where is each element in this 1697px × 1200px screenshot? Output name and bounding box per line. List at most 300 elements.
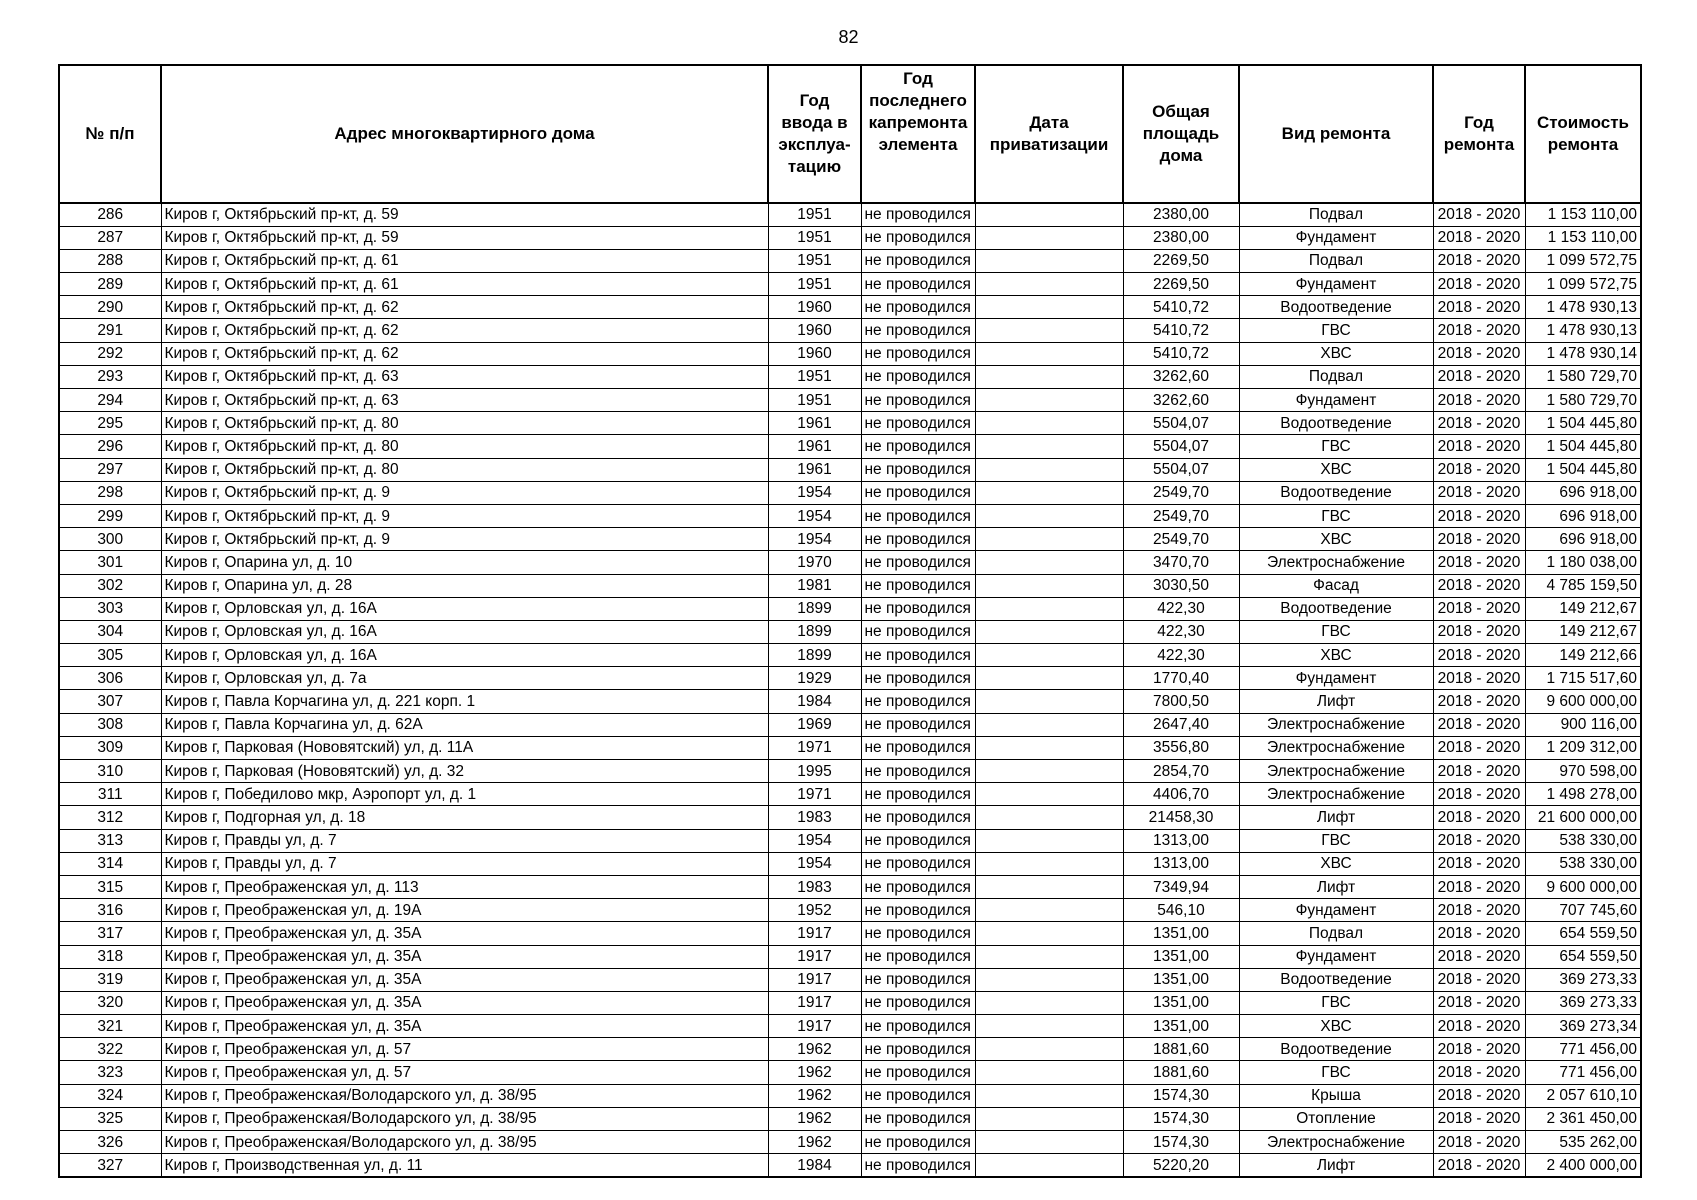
- header-repair-type: Вид ремонта: [1239, 65, 1433, 203]
- cell-cost: 1 180 038,00: [1525, 551, 1641, 574]
- cell-repair-year: 2018 - 2020: [1433, 203, 1525, 226]
- cell-repair-type: ГВС: [1239, 991, 1433, 1014]
- cell-area: 2269,50: [1123, 249, 1239, 272]
- cell-last-repair: не проводился: [861, 1154, 975, 1177]
- cell-last-repair: не проводился: [861, 1084, 975, 1107]
- cell-repair-type: Фундамент: [1239, 667, 1433, 690]
- cell-num: 312: [59, 806, 161, 829]
- cell-repair-year: 2018 - 2020: [1433, 458, 1525, 481]
- cell-area: 422,30: [1123, 644, 1239, 667]
- cell-cost: 654 559,50: [1525, 945, 1641, 968]
- cell-repair-year: 2018 - 2020: [1433, 1015, 1525, 1038]
- cell-privatization: [975, 1061, 1123, 1084]
- cell-address: Киров г, Преображенская/Володарского ул, д. 38/95: [161, 1131, 768, 1154]
- cell-privatization: [975, 551, 1123, 574]
- table-row: [59, 1015, 1641, 1038]
- table-row: [59, 226, 1641, 249]
- cell-privatization: [975, 1084, 1123, 1107]
- cell-area: 2549,70: [1123, 481, 1239, 504]
- cell-repair-year: 2018 - 2020: [1433, 528, 1525, 551]
- cell-area: 1881,60: [1123, 1061, 1239, 1084]
- cell-year-built: 1954: [768, 852, 861, 875]
- cell-privatization: [975, 713, 1123, 736]
- table-row: [59, 296, 1641, 319]
- cell-privatization: [975, 875, 1123, 898]
- cell-last-repair: не проводился: [861, 528, 975, 551]
- cell-repair-type: Водоотведение: [1239, 1038, 1433, 1061]
- table-row: [59, 528, 1641, 551]
- cell-area: 2647,40: [1123, 713, 1239, 736]
- cell-cost: 9 600 000,00: [1525, 690, 1641, 713]
- cell-privatization: [975, 319, 1123, 342]
- header-year-built: Год ввода в эксплуа-тацию: [768, 65, 861, 203]
- cell-privatization: [975, 968, 1123, 991]
- cell-num: 313: [59, 829, 161, 852]
- cell-privatization: [975, 1131, 1123, 1154]
- cell-year-built: 1917: [768, 1015, 861, 1038]
- cell-area: 2269,50: [1123, 273, 1239, 296]
- table-header: [59, 65, 1641, 203]
- cell-address: Киров г, Преображенская ул, д. 35А: [161, 922, 768, 945]
- table-row: [59, 852, 1641, 875]
- cell-repair-type: Подвал: [1239, 365, 1433, 388]
- cell-year-built: 1983: [768, 806, 861, 829]
- cell-num: 298: [59, 481, 161, 504]
- cell-repair-type: ХВС: [1239, 528, 1433, 551]
- cell-address: Киров г, Преображенская/Володарского ул, д. 38/95: [161, 1084, 768, 1107]
- cell-privatization: [975, 783, 1123, 806]
- cell-num: 297: [59, 458, 161, 481]
- cell-cost: 900 116,00: [1525, 713, 1641, 736]
- table-row: [59, 760, 1641, 783]
- cell-last-repair: не проводился: [861, 1038, 975, 1061]
- cell-cost: 1 478 930,13: [1525, 319, 1641, 342]
- cell-repair-year: 2018 - 2020: [1433, 945, 1525, 968]
- cell-address: Киров г, Октябрьский пр-кт, д. 63: [161, 389, 768, 412]
- cell-address: Киров г, Преображенская ул, д. 57: [161, 1061, 768, 1084]
- cell-cost: 1 153 110,00: [1525, 203, 1641, 226]
- cell-privatization: [975, 922, 1123, 945]
- cell-area: 3030,50: [1123, 574, 1239, 597]
- header-last-repair: Год последнего капремонта элемента: [861, 65, 975, 203]
- cell-repair-year: 2018 - 2020: [1433, 760, 1525, 783]
- repair-registry-table: [58, 64, 1642, 1178]
- cell-repair-year: 2018 - 2020: [1433, 829, 1525, 852]
- table-row: [59, 644, 1641, 667]
- cell-privatization: [975, 504, 1123, 527]
- cell-last-repair: не проводился: [861, 899, 975, 922]
- cell-num: 286: [59, 203, 161, 226]
- cell-year-built: 1984: [768, 690, 861, 713]
- cell-repair-type: Фундамент: [1239, 389, 1433, 412]
- cell-repair-type: Фундамент: [1239, 945, 1433, 968]
- cell-address: Киров г, Преображенская ул, д. 35А: [161, 991, 768, 1014]
- cell-num: 288: [59, 249, 161, 272]
- cell-area: 21458,30: [1123, 806, 1239, 829]
- cell-cost: 707 745,60: [1525, 899, 1641, 922]
- cell-repair-type: ГВС: [1239, 504, 1433, 527]
- cell-year-built: 1962: [768, 1038, 861, 1061]
- table-row: [59, 829, 1641, 852]
- cell-repair-type: Электроснабжение: [1239, 551, 1433, 574]
- cell-num: 306: [59, 667, 161, 690]
- cell-repair-year: 2018 - 2020: [1433, 1131, 1525, 1154]
- cell-year-built: 1899: [768, 597, 861, 620]
- cell-repair-type: Подвал: [1239, 203, 1433, 226]
- cell-year-built: 1960: [768, 319, 861, 342]
- cell-cost: 2 361 450,00: [1525, 1107, 1641, 1130]
- cell-area: 5410,72: [1123, 342, 1239, 365]
- cell-repair-year: 2018 - 2020: [1433, 1107, 1525, 1130]
- cell-num: 305: [59, 644, 161, 667]
- cell-address: Киров г, Правды ул, д. 7: [161, 852, 768, 875]
- cell-cost: 369 273,33: [1525, 991, 1641, 1014]
- cell-address: Киров г, Орловская ул, д. 16А: [161, 597, 768, 620]
- cell-year-built: 1917: [768, 922, 861, 945]
- cell-last-repair: не проводился: [861, 365, 975, 388]
- cell-address: Киров г, Опарина ул, д. 10: [161, 551, 768, 574]
- cell-area: 1574,30: [1123, 1131, 1239, 1154]
- cell-num: 304: [59, 620, 161, 643]
- cell-area: 2380,00: [1123, 226, 1239, 249]
- cell-last-repair: не проводился: [861, 690, 975, 713]
- cell-cost: 149 212,67: [1525, 620, 1641, 643]
- cell-year-built: 1961: [768, 458, 861, 481]
- cell-year-built: 1951: [768, 203, 861, 226]
- cell-repair-year: 2018 - 2020: [1433, 273, 1525, 296]
- cell-num: 315: [59, 875, 161, 898]
- cell-area: 7349,94: [1123, 875, 1239, 898]
- cell-area: 1881,60: [1123, 1038, 1239, 1061]
- cell-privatization: [975, 226, 1123, 249]
- cell-privatization: [975, 528, 1123, 551]
- cell-year-built: 1960: [768, 296, 861, 319]
- cell-last-repair: не проводился: [861, 991, 975, 1014]
- cell-address: Киров г, Октябрьский пр-кт, д. 62: [161, 342, 768, 365]
- cell-num: 320: [59, 991, 161, 1014]
- cell-privatization: [975, 458, 1123, 481]
- cell-address: Киров г, Октябрьский пр-кт, д. 9: [161, 528, 768, 551]
- cell-cost: 1 580 729,70: [1525, 389, 1641, 412]
- cell-year-built: 1952: [768, 899, 861, 922]
- cell-cost: 654 559,50: [1525, 922, 1641, 945]
- cell-last-repair: не проводился: [861, 1015, 975, 1038]
- cell-address: Киров г, Преображенская ул, д. 57: [161, 1038, 768, 1061]
- table-body: [59, 203, 1641, 1177]
- table-row: [59, 899, 1641, 922]
- cell-privatization: [975, 273, 1123, 296]
- cell-repair-type: Подвал: [1239, 249, 1433, 272]
- cell-repair-type: Фундамент: [1239, 226, 1433, 249]
- cell-repair-year: 2018 - 2020: [1433, 435, 1525, 458]
- cell-area: 5504,07: [1123, 458, 1239, 481]
- cell-address: Киров г, Орловская ул, д. 16А: [161, 620, 768, 643]
- cell-repair-type: ГВС: [1239, 319, 1433, 342]
- cell-last-repair: не проводился: [861, 342, 975, 365]
- cell-num: 311: [59, 783, 161, 806]
- cell-area: 5220,20: [1123, 1154, 1239, 1177]
- cell-repair-type: Отопление: [1239, 1107, 1433, 1130]
- cell-year-built: 1962: [768, 1061, 861, 1084]
- cell-privatization: [975, 736, 1123, 759]
- cell-cost: 1 478 930,14: [1525, 342, 1641, 365]
- cell-last-repair: не проводился: [861, 875, 975, 898]
- cell-area: 1351,00: [1123, 1015, 1239, 1038]
- cell-repair-year: 2018 - 2020: [1433, 551, 1525, 574]
- cell-cost: 535 262,00: [1525, 1131, 1641, 1154]
- cell-repair-year: 2018 - 2020: [1433, 736, 1525, 759]
- cell-last-repair: не проводился: [861, 1061, 975, 1084]
- cell-area: 1351,00: [1123, 991, 1239, 1014]
- cell-repair-type: Водоотведение: [1239, 597, 1433, 620]
- cell-repair-type: Фундамент: [1239, 273, 1433, 296]
- cell-last-repair: не проводился: [861, 968, 975, 991]
- cell-year-built: 1962: [768, 1107, 861, 1130]
- cell-cost: 2 057 610,10: [1525, 1084, 1641, 1107]
- cell-area: 546,10: [1123, 899, 1239, 922]
- cell-cost: 149 212,67: [1525, 597, 1641, 620]
- cell-repair-year: 2018 - 2020: [1433, 991, 1525, 1014]
- cell-address: Киров г, Преображенская ул, д. 35А: [161, 968, 768, 991]
- cell-year-built: 1951: [768, 226, 861, 249]
- cell-privatization: [975, 806, 1123, 829]
- cell-area: 1351,00: [1123, 922, 1239, 945]
- cell-privatization: [975, 597, 1123, 620]
- cell-last-repair: не проводился: [861, 249, 975, 272]
- cell-last-repair: не проводился: [861, 922, 975, 945]
- cell-year-built: 1961: [768, 435, 861, 458]
- cell-last-repair: не проводился: [861, 597, 975, 620]
- cell-privatization: [975, 203, 1123, 226]
- header-num: № п/п: [59, 65, 161, 203]
- cell-privatization: [975, 1154, 1123, 1177]
- cell-last-repair: не проводился: [861, 644, 975, 667]
- cell-last-repair: не проводился: [861, 226, 975, 249]
- cell-year-built: 1954: [768, 504, 861, 527]
- header-area: Общая площадь дома: [1123, 65, 1239, 203]
- table-row: [59, 1084, 1641, 1107]
- cell-cost: 1 478 930,13: [1525, 296, 1641, 319]
- cell-cost: 696 918,00: [1525, 504, 1641, 527]
- cell-repair-year: 2018 - 2020: [1433, 249, 1525, 272]
- cell-cost: 369 273,34: [1525, 1015, 1641, 1038]
- table-row: [59, 968, 1641, 991]
- cell-year-built: 1917: [768, 968, 861, 991]
- cell-repair-year: 2018 - 2020: [1433, 504, 1525, 527]
- cell-privatization: [975, 481, 1123, 504]
- cell-repair-year: 2018 - 2020: [1433, 365, 1525, 388]
- cell-year-built: 1917: [768, 991, 861, 1014]
- cell-repair-type: ХВС: [1239, 1015, 1433, 1038]
- cell-last-repair: не проводился: [861, 783, 975, 806]
- header-cost: Стоимость ремонта: [1525, 65, 1641, 203]
- cell-cost: 1 504 445,80: [1525, 458, 1641, 481]
- cell-cost: 771 456,00: [1525, 1038, 1641, 1061]
- cell-cost: 696 918,00: [1525, 481, 1641, 504]
- cell-area: 1351,00: [1123, 945, 1239, 968]
- cell-num: 310: [59, 760, 161, 783]
- cell-num: 308: [59, 713, 161, 736]
- cell-cost: 1 209 312,00: [1525, 736, 1641, 759]
- cell-area: 2380,00: [1123, 203, 1239, 226]
- table-row: [59, 481, 1641, 504]
- table-row: [59, 597, 1641, 620]
- cell-num: 326: [59, 1131, 161, 1154]
- cell-num: 290: [59, 296, 161, 319]
- cell-year-built: 1962: [768, 1131, 861, 1154]
- cell-area: 2549,70: [1123, 528, 1239, 551]
- cell-area: 7800,50: [1123, 690, 1239, 713]
- cell-address: Киров г, Павла Корчагина ул, д. 62А: [161, 713, 768, 736]
- cell-cost: 1 715 517,60: [1525, 667, 1641, 690]
- table-row: [59, 1061, 1641, 1084]
- cell-area: 1313,00: [1123, 829, 1239, 852]
- cell-privatization: [975, 296, 1123, 319]
- cell-privatization: [975, 365, 1123, 388]
- cell-last-repair: не проводился: [861, 504, 975, 527]
- cell-cost: 538 330,00: [1525, 829, 1641, 852]
- cell-cost: 4 785 159,50: [1525, 574, 1641, 597]
- cell-repair-type: Лифт: [1239, 806, 1433, 829]
- cell-num: 324: [59, 1084, 161, 1107]
- cell-address: Киров г, Октябрьский пр-кт, д. 59: [161, 226, 768, 249]
- cell-address: Киров г, Октябрьский пр-кт, д. 62: [161, 296, 768, 319]
- cell-address: Киров г, Преображенская/Володарского ул, д. 38/95: [161, 1107, 768, 1130]
- cell-num: 303: [59, 597, 161, 620]
- table-row: [59, 365, 1641, 388]
- cell-area: 3556,80: [1123, 736, 1239, 759]
- table-row: [59, 991, 1641, 1014]
- table-row: [59, 922, 1641, 945]
- cell-privatization: [975, 829, 1123, 852]
- cell-num: 307: [59, 690, 161, 713]
- cell-num: 323: [59, 1061, 161, 1084]
- table-row: [59, 1038, 1641, 1061]
- cell-repair-type: ГВС: [1239, 829, 1433, 852]
- cell-privatization: [975, 1015, 1123, 1038]
- cell-cost: 1 498 278,00: [1525, 783, 1641, 806]
- cell-address: Киров г, Октябрьский пр-кт, д. 61: [161, 249, 768, 272]
- cell-repair-year: 2018 - 2020: [1433, 922, 1525, 945]
- cell-address: Киров г, Октябрьский пр-кт, д. 62: [161, 319, 768, 342]
- cell-area: 3262,60: [1123, 389, 1239, 412]
- cell-year-built: 1951: [768, 365, 861, 388]
- cell-address: Киров г, Преображенская ул, д. 35А: [161, 1015, 768, 1038]
- cell-address: Киров г, Парковая (Нововятский) ул, д. 32: [161, 760, 768, 783]
- cell-repair-type: Лифт: [1239, 690, 1433, 713]
- cell-year-built: 1983: [768, 875, 861, 898]
- table-row: [59, 389, 1641, 412]
- cell-address: Киров г, Октябрьский пр-кт, д. 61: [161, 273, 768, 296]
- cell-cost: 1 153 110,00: [1525, 226, 1641, 249]
- cell-last-repair: не проводился: [861, 389, 975, 412]
- cell-privatization: [975, 435, 1123, 458]
- cell-repair-type: Электроснабжение: [1239, 783, 1433, 806]
- cell-area: 2854,70: [1123, 760, 1239, 783]
- cell-last-repair: не проводился: [861, 1107, 975, 1130]
- cell-repair-type: Фундамент: [1239, 899, 1433, 922]
- cell-repair-type: ГВС: [1239, 435, 1433, 458]
- table-row: [59, 249, 1641, 272]
- cell-repair-type: Электроснабжение: [1239, 713, 1433, 736]
- cell-privatization: [975, 342, 1123, 365]
- cell-num: 319: [59, 968, 161, 991]
- cell-area: 3470,70: [1123, 551, 1239, 574]
- cell-year-built: 1954: [768, 829, 861, 852]
- cell-year-built: 1970: [768, 551, 861, 574]
- cell-repair-type: ХВС: [1239, 458, 1433, 481]
- cell-address: Киров г, Октябрьский пр-кт, д. 63: [161, 365, 768, 388]
- cell-year-built: 1971: [768, 783, 861, 806]
- cell-cost: 771 456,00: [1525, 1061, 1641, 1084]
- cell-num: 309: [59, 736, 161, 759]
- cell-privatization: [975, 389, 1123, 412]
- cell-repair-year: 2018 - 2020: [1433, 574, 1525, 597]
- cell-num: 300: [59, 528, 161, 551]
- table-row: [59, 713, 1641, 736]
- table-row: [59, 620, 1641, 643]
- cell-year-built: 1899: [768, 620, 861, 643]
- cell-address: Киров г, Парковая (Нововятский) ул, д. 11А: [161, 736, 768, 759]
- header-repair-year: Год ремонта: [1433, 65, 1525, 203]
- cell-year-built: 1954: [768, 481, 861, 504]
- cell-cost: 696 918,00: [1525, 528, 1641, 551]
- cell-area: 422,30: [1123, 597, 1239, 620]
- cell-address: Киров г, Октябрьский пр-кт, д. 59: [161, 203, 768, 226]
- cell-last-repair: не проводился: [861, 806, 975, 829]
- cell-address: Киров г, Октябрьский пр-кт, д. 80: [161, 458, 768, 481]
- cell-repair-type: Электроснабжение: [1239, 1131, 1433, 1154]
- cell-area: 422,30: [1123, 620, 1239, 643]
- cell-privatization: [975, 644, 1123, 667]
- cell-repair-type: Лифт: [1239, 875, 1433, 898]
- cell-num: 292: [59, 342, 161, 365]
- cell-last-repair: не проводился: [861, 458, 975, 481]
- cell-address: Киров г, Октябрьский пр-кт, д. 80: [161, 435, 768, 458]
- cell-cost: 1 580 729,70: [1525, 365, 1641, 388]
- cell-privatization: [975, 852, 1123, 875]
- cell-last-repair: не проводился: [861, 203, 975, 226]
- cell-address: Киров г, Правды ул, д. 7: [161, 829, 768, 852]
- cell-privatization: [975, 620, 1123, 643]
- cell-repair-type: ХВС: [1239, 342, 1433, 365]
- cell-address: Киров г, Октябрьский пр-кт, д. 9: [161, 481, 768, 504]
- cell-cost: 970 598,00: [1525, 760, 1641, 783]
- cell-repair-type: ГВС: [1239, 620, 1433, 643]
- cell-num: 316: [59, 899, 161, 922]
- cell-privatization: [975, 760, 1123, 783]
- cell-last-repair: не проводился: [861, 736, 975, 759]
- cell-repair-year: 2018 - 2020: [1433, 296, 1525, 319]
- cell-repair-type: ХВС: [1239, 644, 1433, 667]
- cell-repair-type: Водоотведение: [1239, 968, 1433, 991]
- cell-area: 1770,40: [1123, 667, 1239, 690]
- cell-address: Киров г, Преображенская ул, д. 113: [161, 875, 768, 898]
- header-privatization: Дата приватизации: [975, 65, 1123, 203]
- table-row: [59, 667, 1641, 690]
- cell-last-repair: не проводился: [861, 319, 975, 342]
- cell-year-built: 1960: [768, 342, 861, 365]
- cell-repair-type: Фасад: [1239, 574, 1433, 597]
- cell-cost: 538 330,00: [1525, 852, 1641, 875]
- page-number: 82: [838, 27, 859, 47]
- cell-year-built: 1984: [768, 1154, 861, 1177]
- cell-repair-year: 2018 - 2020: [1433, 644, 1525, 667]
- cell-repair-type: Водоотведение: [1239, 412, 1433, 435]
- cell-area: 1313,00: [1123, 852, 1239, 875]
- cell-num: 302: [59, 574, 161, 597]
- cell-repair-year: 2018 - 2020: [1433, 783, 1525, 806]
